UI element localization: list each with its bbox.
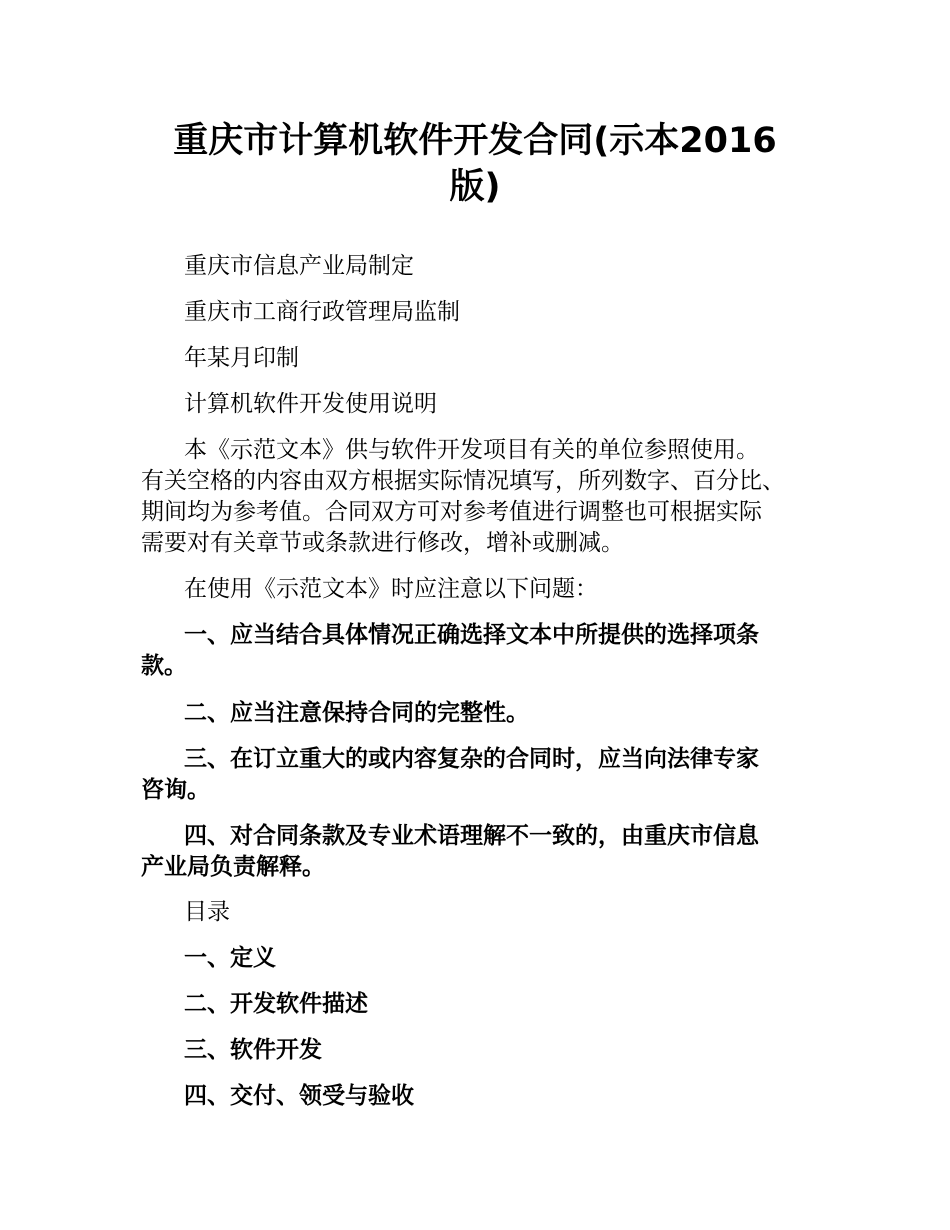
title-line-1: 重庆市计算机软件开发合同(示本2016 (173, 121, 777, 161)
instructions-heading: 计算机软件开发使用说明 (184, 391, 437, 417)
intro-line-2: 有关空格的内容由双方根据实际情况填写，所列数字、百分比、 (141, 468, 785, 494)
intro-line-4: 需要对有关章节或条款进行修改，增补或删减。 (141, 530, 624, 556)
title-line-2: 版) (449, 167, 501, 207)
intro-line-3: 期间均为参考值。合同双方可对参考值进行调整也可根据实际 (141, 499, 762, 525)
rule-1-line-1: 一、应当结合具体情况正确选择文本中所提供的选择项条 (184, 622, 759, 648)
issuer-line: 重庆市信息产业局制定 (184, 253, 414, 279)
rule-4-line-2: 产业局负责解释。 (141, 854, 325, 880)
rule-3-line-2: 咨询。 (141, 777, 210, 803)
supervisor-line: 重庆市工商行政管理局监制 (184, 299, 460, 325)
printed-line: 年某月印制 (184, 345, 299, 371)
intro-line-1: 本《示范文本》供与软件开发项目有关的单位参照使用。 (184, 437, 759, 463)
toc-item: 二、开发软件描述 (184, 991, 368, 1017)
toc-item: 三、软件开发 (184, 1037, 322, 1063)
toc-heading: 目录 (184, 899, 230, 925)
rule-2: 二、应当注意保持合同的完整性。 (184, 700, 529, 726)
notice-line: 在使用《示范文本》时应注意以下问题： (184, 576, 598, 602)
rule-3-line-1: 三、在订立重大的或内容复杂的合同时，应当向法律专家 (184, 746, 759, 772)
document-title (120, 118, 830, 210)
rule-4-line-1: 四、对合同条款及专业术语理解不一致的，由重庆市信息 (184, 823, 759, 849)
toc-item: 四、交付、领受与验收 (184, 1083, 414, 1109)
toc-item: 一、定义 (184, 945, 276, 971)
rule-1-line-2: 款。 (141, 653, 187, 679)
